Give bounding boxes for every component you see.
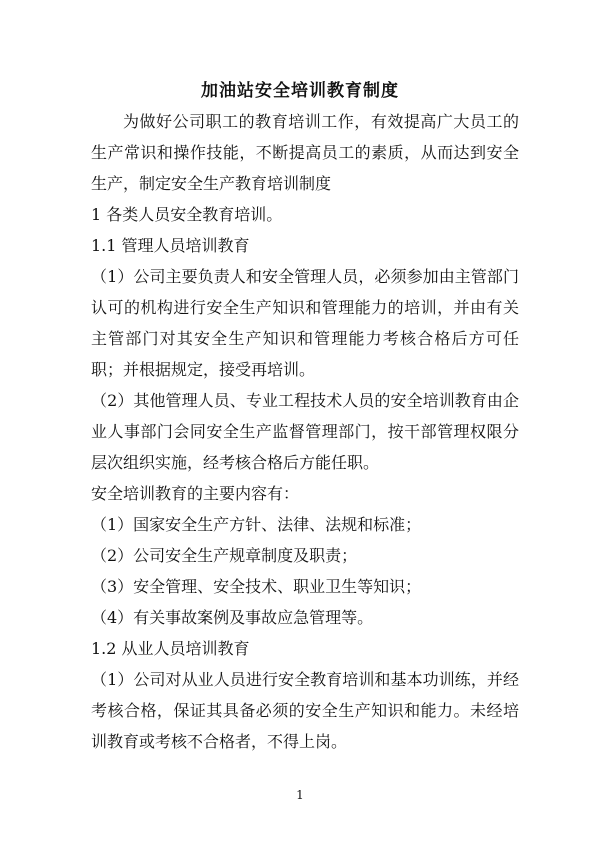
- content-heading: 安全培训教育的主要内容有：: [91, 484, 300, 503]
- content-item-3: （3）安全管理、安全技术、职业卫生等知识；: [91, 577, 422, 596]
- content-item-2: （2）公司安全生产规章制度及职责；: [91, 546, 358, 565]
- paragraph-1-2-item-1: （1）公司对从业人员进行安全教育培训和基本功训练，并经考核合格，保证其具备必须的安全生产知识和能力。未经培训教育或考核不合格者，不得上岗。: [91, 670, 519, 751]
- paragraph-1-1-item-2: （2）其他管理人员、专业工程技术人员的安全培训教育由企业人事部门会同安全生产监督管理部门，按干部管理权限分层次组织实施，经考核合格后方能任职。: [91, 391, 519, 472]
- content-item-1: （1）国家安全生产方针、法律、法规和标准；: [91, 515, 422, 534]
- document-title: 加油站安全培训教育制度: [201, 81, 399, 101]
- page-number: 1: [296, 788, 304, 802]
- document-body: [91, 106, 519, 757]
- section-1-2-heading: 1.2 从业人员培训教育: [91, 639, 250, 658]
- section-1-heading: 1 各类人员安全教育培训。: [91, 205, 283, 224]
- content-item-4: （4）有关事故案例及事故应急管理等。: [91, 608, 374, 627]
- section-1-1-heading: 1.1 管理人员培训教育: [91, 236, 250, 255]
- paragraph-1-1-item-1: （1）公司主要负责人和安全管理人员，必须参加由主管部门认可的机构进行安全生产知识和管理能力的培训，并由有关主管部门对其安全生产知识和管理能力考核合格后方可任职；并根据规定，接受再培训。: [91, 267, 519, 379]
- intro-paragraph: 为做好公司职工的教育培训工作，有效提高广大员工的生产常识和操作技能，不断提高员工的素质，从而达到安全生产，制定安全生产教育培训制度: [91, 112, 519, 193]
